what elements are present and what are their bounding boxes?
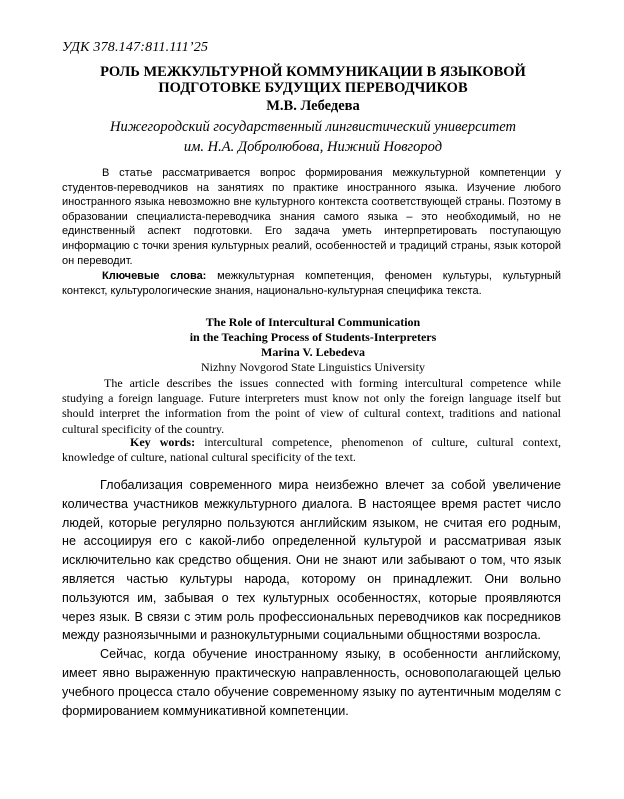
udc-code: УДК 378.147:811.111’25	[62, 40, 209, 55]
english-author: Marina V. Lebedeva	[261, 345, 365, 359]
english-title-line-1: The Role of Intercultural Communication	[205, 315, 421, 329]
body-text	[62, 476, 561, 720]
english-abstract: The article describes the issues connected with forming intercultural competence while studying a foreign language. Future interpreters must know not only the foreign language itself but should interpret the information from the point of view of cultural context, traditions and national cultural specificity of the country.	[62, 376, 561, 436]
english-keywords-label: Key words:	[130, 435, 196, 449]
body-paragraph-1: Глобализация современного мира неизбежно влечет за собой увеличение количества участников межкультурного диалога. В настоящее время растет число людей, которые регулярно пользуются английским языком, не считая его родным, не ассоциируя его с какой-либо определенной культурой и рассматривая язык исключительно как средство общения. Они не знают или забывают о том, что язык является частью культуры народа, которому он принадлежит. Они вольно пользуются им, забывая о тех культурных особенностях, которые проявляются через язык. В связи с этим роль профессиональных переводчиков как посредников между разноязычными и разнокультурными социальными общностями возросла.	[62, 478, 561, 643]
russian-keywords-label: Ключевые слова:	[102, 270, 207, 282]
english-affiliation: Nizhny Novgorod State Linguistics University	[201, 360, 425, 374]
russian-title	[62, 64, 564, 96]
body-paragraph-2: Сейчас, когда обучение иностранному языку, в особенности английскому, имеет явно выраженную практическую направленность, основополагающей целью учебного процесса стало обучение современному языку по аутентичным моделям с формированием коммуникативной компетенции.	[62, 647, 561, 718]
russian-affiliation-line-2: им. Н.А. Добролюбова, Нижний Новгород	[183, 139, 443, 155]
russian-title-line-1: РОЛЬ МЕЖКУЛЬТУРНОЙ КОММУНИКАЦИИ В ЯЗЫКОВОЙ	[100, 64, 526, 80]
english-keywords	[62, 435, 561, 465]
russian-keywords-text: межкультурная компетенция, феномен культуры, культурный контекст, культурологические знания, национально-культурная специфика текста.	[62, 270, 561, 297]
russian-affiliation	[62, 117, 564, 157]
english-keywords-text: intercultural competence, phenomenon of culture, cultural context, knowledge of culture, national cultural specificity of the text.	[62, 435, 561, 465]
russian-abstract: В статье рассматривается вопрос формирования межкультурной компетенции у студентов-переводчиков на занятиях по практике иностранного языка. Изучение любого иностранного языка невозможно вне культурного контекста соответствующей страны. Поэтому в образовании специалиста-переводчика знания самого языка – это необходимый, но не единственный аспект подготовки. Его задача уметь интерпретировать поступающую информацию с точки зрения культурных реалий, особенностей и традиций страны, язык которой он переводит.	[62, 167, 561, 267]
english-title	[62, 315, 564, 345]
russian-author: М.В. Лебедева	[266, 98, 360, 114]
russian-affiliation-line-1: Нижегородский государственный лингвистический университет	[110, 119, 516, 135]
russian-title-line-2: ПОДГОТОВКЕ БУДУЩИХ ПЕРЕВОДЧИКОВ	[158, 80, 468, 96]
english-title-line-2: in the Teaching Process of Students-Interpreters	[189, 330, 437, 344]
russian-keywords	[62, 269, 561, 298]
